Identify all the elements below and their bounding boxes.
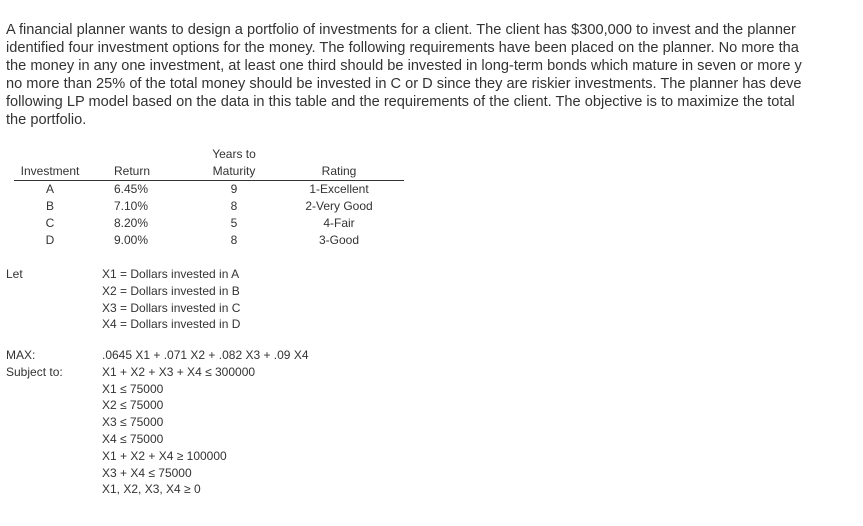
definition-line: X3 = Dollars invested in C <box>102 300 241 315</box>
definition-line: X1 = Dollars invested in A <box>102 267 240 281</box>
objective-function: .0645 X1 + .071 X2 + .082 X3 + .09 X4 <box>102 348 309 362</box>
cell-rating: 3-Good <box>318 233 360 247</box>
constraint-line: X2 ≤ 75000 <box>102 398 164 413</box>
header-years-to-maturity <box>194 146 274 181</box>
constraint-line: X3 ≤ 75000 <box>102 415 164 430</box>
subject-to-label: Subject to: <box>6 364 63 379</box>
cell-return: 7.10% <box>114 199 149 213</box>
table-header-row <box>14 146 404 181</box>
cell-rating: 1-Excellent <box>309 182 369 196</box>
cell-investment: A <box>45 182 54 196</box>
cell-investment: D <box>45 233 55 247</box>
table-row <box>14 181 404 199</box>
cell-years: 8 <box>230 199 238 213</box>
problem-line: identified four investment options for the money. The following requirements have been placed on the planner. No more tha <box>6 40 799 56</box>
header-years-line2: Maturity <box>212 164 256 178</box>
let-label-text: Let <box>6 267 23 281</box>
header-rating: Rating <box>274 146 404 181</box>
cell-years: 9 <box>230 182 238 196</box>
constraint-line: X3 + X4 ≤ 75000 <box>102 465 192 480</box>
problem-line: following LP model based on the data in this table and the requirements of the client. The objective is to maximize the total <box>6 94 795 110</box>
constraint-line: X4 ≤ 75000 <box>102 431 164 446</box>
problem-line: the portfolio. <box>6 112 87 128</box>
model-labels <box>6 347 63 381</box>
header-investment: Investment <box>14 146 86 181</box>
cell-investment: C <box>45 216 55 230</box>
constraint-line: X1 + X2 + X3 + X4 ≤ 300000 <box>102 364 256 379</box>
table-row <box>14 215 404 232</box>
cell-years: 5 <box>230 216 238 230</box>
cell-rating: 4-Fair <box>323 216 355 230</box>
table-row <box>14 232 404 249</box>
lp-model <box>102 347 309 498</box>
definition-line: X2 = Dollars invested in B <box>102 283 240 298</box>
let-label <box>6 266 23 283</box>
constraint-line: X1 + X2 + X4 ≥ 100000 <box>102 448 227 463</box>
constraint-line: X1 ≤ 75000 <box>102 381 164 396</box>
cell-rating: 2-Very Good <box>305 199 373 213</box>
problem-line: the money in any one investment, at least one third should be invested in long-term bonds which mature in seven or more y <box>6 58 802 74</box>
cell-return: 6.45% <box>114 182 149 196</box>
cell-return: 8.20% <box>114 216 149 230</box>
constraint-line: X1, X2, X3, X4 ≥ 0 <box>102 482 201 497</box>
investment-table <box>14 146 404 249</box>
header-years-line1: Years to <box>212 147 256 161</box>
definition-line: X4 = Dollars invested in D <box>102 317 241 332</box>
cell-years: 8 <box>230 233 238 247</box>
max-label: MAX: <box>6 348 36 362</box>
problem-line: A financial planner wants to design a portfolio of investments for a client. The client has $300,000 to invest and the planner <box>6 22 796 38</box>
variable-definitions <box>102 266 240 333</box>
table-row <box>14 198 404 215</box>
cell-investment: B <box>45 199 54 213</box>
header-return: Return <box>86 146 194 181</box>
cell-return: 9.00% <box>114 233 149 247</box>
problem-line: no more than 25% of the total money should be invested in C or D since they are riskier investments. The planner has deve <box>6 76 802 92</box>
problem-statement <box>6 21 863 129</box>
